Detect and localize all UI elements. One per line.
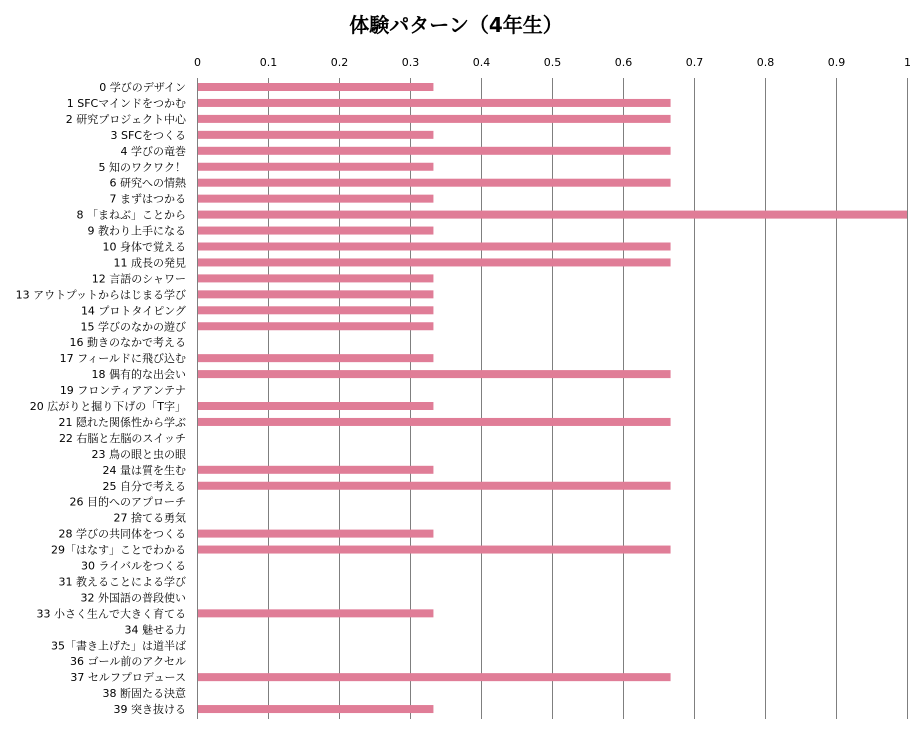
x-tick-label: 0.7 — [685, 56, 704, 69]
bar — [198, 211, 907, 219]
bar — [198, 673, 671, 681]
category-label: 2 研究プロジェクト中心 — [65, 112, 186, 126]
x-tick-label: 0.5 — [543, 56, 562, 69]
category-label: 19 フロンティアアンテナ — [59, 384, 186, 398]
category-label: 9 教わり上手になる — [87, 224, 186, 238]
category-label: 28 学びの共同体をつくる — [58, 527, 186, 541]
category-label: 31 教えることによる学び — [58, 575, 186, 589]
category-label: 5 知のワクワク！ — [98, 160, 186, 174]
category-label: 34 魅せる力 — [124, 623, 186, 637]
category-label: 30 ライバルをつくる — [81, 559, 186, 573]
chart-title: 体験パターン（4年生） — [349, 13, 563, 37]
x-tick-label: 1 — [904, 56, 911, 69]
category-label: 26 目的へのアプローチ — [69, 495, 186, 509]
bar — [198, 482, 671, 490]
category-label: 35「書き上げた」は道半ば — [51, 639, 186, 653]
bar — [198, 131, 433, 139]
bar — [198, 370, 671, 378]
bar — [198, 609, 433, 617]
category-label: 33 小さく生んで大きく育てる — [36, 607, 186, 621]
category-label: 16 動きのなかで考える — [69, 336, 186, 350]
x-tick-label: 0.2 — [330, 56, 349, 69]
x-tick-label: 0.9 — [827, 56, 846, 69]
category-label: 22 右脳と左脳のスイッチ — [58, 431, 186, 445]
x-tick-label: 0.3 — [401, 56, 420, 69]
bar — [198, 147, 671, 155]
category-label: 38 断固たる決意 — [102, 687, 186, 701]
bar — [198, 354, 433, 362]
bar — [198, 274, 433, 282]
bar — [198, 83, 433, 91]
bar — [198, 306, 433, 314]
category-label: 3 SFCをつくる — [110, 128, 186, 142]
category-label: 39 突き抜ける — [113, 703, 186, 717]
category-label: 17 フィールドに飛び込む — [59, 352, 186, 366]
bar — [198, 163, 433, 171]
category-label: 29「はなす」ことでわかる — [51, 543, 186, 557]
bar — [198, 243, 671, 251]
category-label: 13 アウトプットからはじまる学び — [15, 288, 186, 302]
bar — [198, 227, 433, 235]
category-label: 8 「まねぶ」ことから — [76, 208, 186, 222]
category-label: 15 学びのなかの遊び — [80, 320, 186, 334]
category-label: 27 捨てる勇気 — [113, 511, 186, 525]
bar — [198, 402, 433, 410]
category-label: 0 学びのデザイン — [99, 81, 186, 94]
category-label: 11 成長の発見 — [113, 256, 186, 270]
bar — [198, 466, 433, 474]
category-label: 36 ゴール前のアクセル — [70, 655, 186, 669]
x-axis-ticks — [194, 56, 911, 69]
category-label: 12 言語のシャワー — [91, 272, 186, 286]
bar — [198, 115, 671, 123]
category-label: 24 量は質を生む — [102, 463, 186, 477]
bar — [198, 530, 433, 538]
bar — [198, 179, 671, 187]
category-label: 20 広がりと掘り下げの「T字」 — [29, 400, 186, 413]
category-label: 1 SFCマインドをつかむ — [66, 96, 186, 110]
category-label: 14 プロトタイピング — [80, 304, 186, 318]
category-label: 10 身体で覚える — [102, 240, 186, 254]
category-label: 23 鳥の眼と虫の眼 — [91, 447, 186, 461]
bar — [198, 290, 433, 298]
x-tick-label: 0.6 — [614, 56, 633, 69]
category-label: 6 研究への情熱 — [109, 176, 186, 190]
category-label: 7 まずはつかる — [109, 192, 186, 206]
x-tick-label: 0.1 — [259, 56, 278, 69]
gridlines — [269, 78, 908, 719]
bar — [198, 705, 433, 713]
x-tick-label: 0.4 — [472, 56, 491, 69]
category-label: 25 自分で考える — [102, 479, 186, 493]
category-label: 37 セルフプロデュース — [70, 671, 186, 685]
bar — [198, 258, 671, 266]
x-tick-label: 0 — [194, 56, 201, 69]
bar — [198, 322, 433, 330]
category-label: 18 偶有的な出会い — [91, 368, 186, 382]
category-label: 4 学びの竜巻 — [120, 144, 186, 158]
bar — [198, 418, 671, 426]
bar — [198, 195, 433, 203]
bar — [198, 99, 671, 107]
x-tick-label: 0.8 — [756, 56, 775, 69]
category-labels — [16, 81, 187, 716]
category-label: 21 隠れた関係性から学ぶ — [58, 415, 186, 429]
category-label: 32 外国語の普段使い — [80, 591, 186, 605]
bar — [198, 546, 671, 554]
